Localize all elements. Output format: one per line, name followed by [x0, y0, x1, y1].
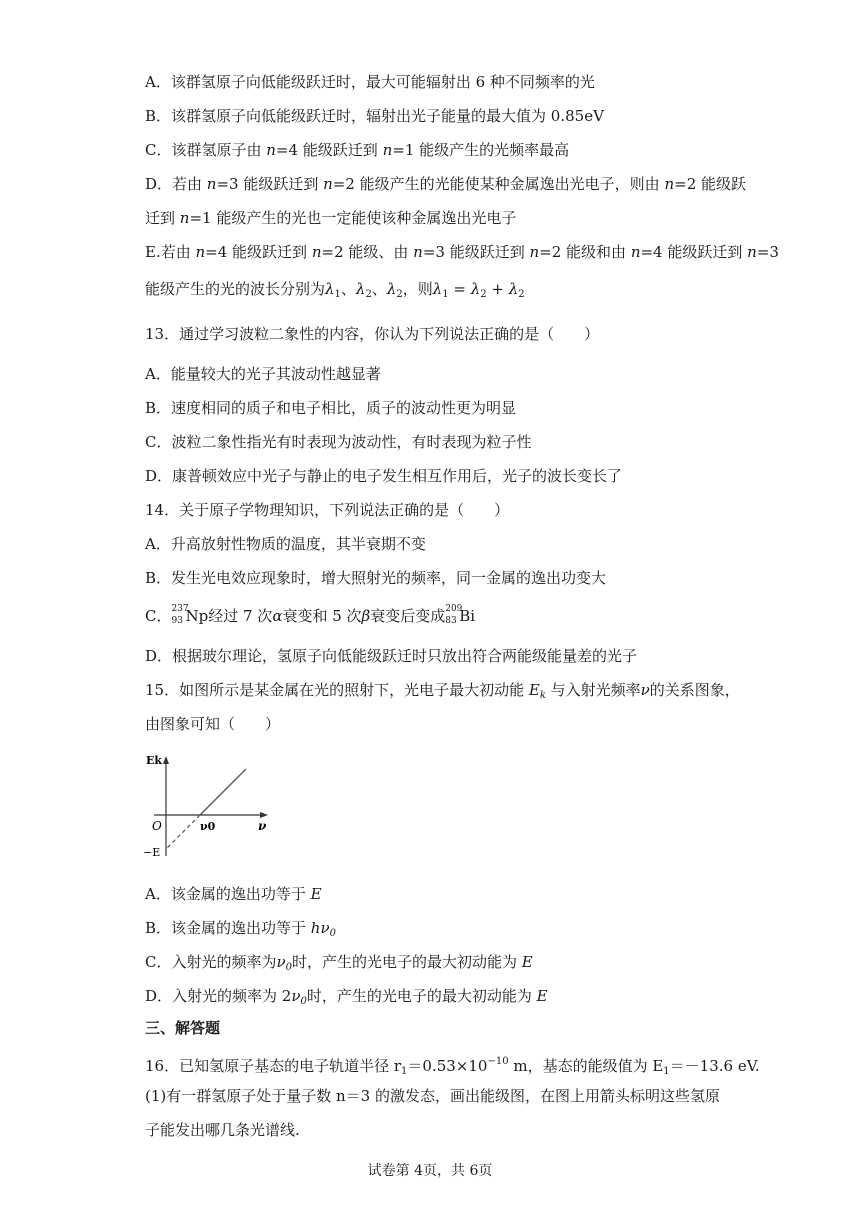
q12-option-e-line2: 能级产生的光的波长分别为$\lambda_1$、$\lambda_2$、$\lambda_2$，则$\lambda_1 = \lambda_2 + \lambda_2$	[145, 280, 525, 300]
bi-nuclide: 209 83	[445, 604, 463, 626]
graph-v0: ν0	[200, 820, 216, 833]
q12-option-c: C．该群氢原子由 n=4 能级跃迁到 n=1 能级产生的光频率最高	[145, 141, 570, 159]
q13-option-d: D．康普顿效应中光子与静止的电子发生相互作用后，光子的波长变长了	[145, 467, 623, 485]
q15-option-a: A．该金属的逸出功等于 E	[145, 885, 322, 903]
graph-xlabel: ν	[258, 819, 267, 833]
graph-ylabel: Ek	[146, 754, 163, 767]
graph-origin: O	[152, 819, 162, 833]
page-footer: 试卷第 4页，共 6页	[367, 1163, 493, 1179]
q15-stem-line1: 15．如图所示是某金属在光的照射下，光电子最大初动能 $E_k$ 与入射光频率ν的关系图象，	[145, 681, 740, 701]
y-axis-arrow	[163, 756, 169, 764]
ek-extension-dashed	[166, 815, 200, 849]
q15-option-c: C．入射光的频率为$\nu_0$时，产生的光电子的最大初动能为 E	[145, 953, 533, 973]
q14-stem: 14．关于原子学物理知识，下列说法正确的是（ ）	[145, 501, 510, 519]
graph-neg-e: −E	[143, 846, 161, 859]
q16-line3: 子能发出哪几条光谱线.	[145, 1121, 300, 1139]
q16-line2: (1)有一群氢原子处于量子数 n＝3 的激发态，画出能级图，在图上用箭头标明这些氢原	[145, 1087, 720, 1105]
ek-line	[200, 769, 246, 815]
q15-graph	[140, 748, 275, 863]
q15-stem-line2: 由图象可知（ ）	[145, 715, 281, 733]
q14-option-d: D．根据玻尔理论，氢原子向低能级跃迁时只放出符合两能级能量差的光子	[145, 647, 638, 665]
np-nuclide: 237 93	[171, 604, 189, 626]
q12-option-d-line1: D．若由 n=3 能级跃迁到 n=2 能级产生的光能使某种金属逸出光电子，则由 n=2 能级跃	[145, 175, 747, 193]
q14-option-a: A．升高放射性物质的温度，其半衰期不变	[145, 535, 426, 553]
q12-option-a: A．该群氢原子向低能级跃迁时，最大可能辐射出 6 种不同频率的光	[145, 73, 595, 91]
q12-option-d-line2: 迁到 n=1 能级产生的光也一定能使该种金属逸出光电子	[145, 209, 517, 227]
q12-option-b: B．该群氢原子向低能级跃迁时，辐射出光子能量的最大值为 0.85eV	[145, 107, 604, 125]
q14-option-b: B．发生光电效应现象时，增大照射光的频率，同一金属的逸出功变大	[145, 569, 607, 587]
q13-option-b: B．速度相同的质子和电子相比，质子的波动性更为明显	[145, 399, 517, 417]
x-axis-arrow	[260, 812, 268, 818]
q13-option-c: C．波粒二象性指光有时表现为波动性，有时表现为粒子性	[145, 433, 532, 451]
q13-option-a: A．能量较大的光子其波动性越显著	[145, 365, 381, 383]
q15-option-d: D．入射光的频率为 $2\nu_0$时，产生的光电子的最大初动能为 E	[145, 987, 548, 1007]
q16-line1: 16．已知氢原子基态的电子轨道半径 $r_1=0.53\times 10^{-10}$ m，基态的能级值为 $E_1=-13.6$ eV.	[145, 1056, 760, 1077]
q15-option-b: B．该金属的逸出功等于 $h\nu_0$	[145, 919, 336, 939]
q13-stem: 13．通过学习波粒二象性的内容，你认为下列说法正确的是（ ）	[145, 325, 600, 343]
q14-option-c: C． 237 93 Np经过 7 次α衰变和 5 次β衰变后变成 209 83 Bi	[145, 604, 476, 626]
q12-option-e-line1: E.若由 n=4 能级跃迁到 n=2 能级、由 n=3 能级跃迁到 n=2 能级和由 n=4 能级跃迁到 n=3	[145, 243, 779, 261]
section-heading: 三、解答题	[145, 1019, 221, 1037]
